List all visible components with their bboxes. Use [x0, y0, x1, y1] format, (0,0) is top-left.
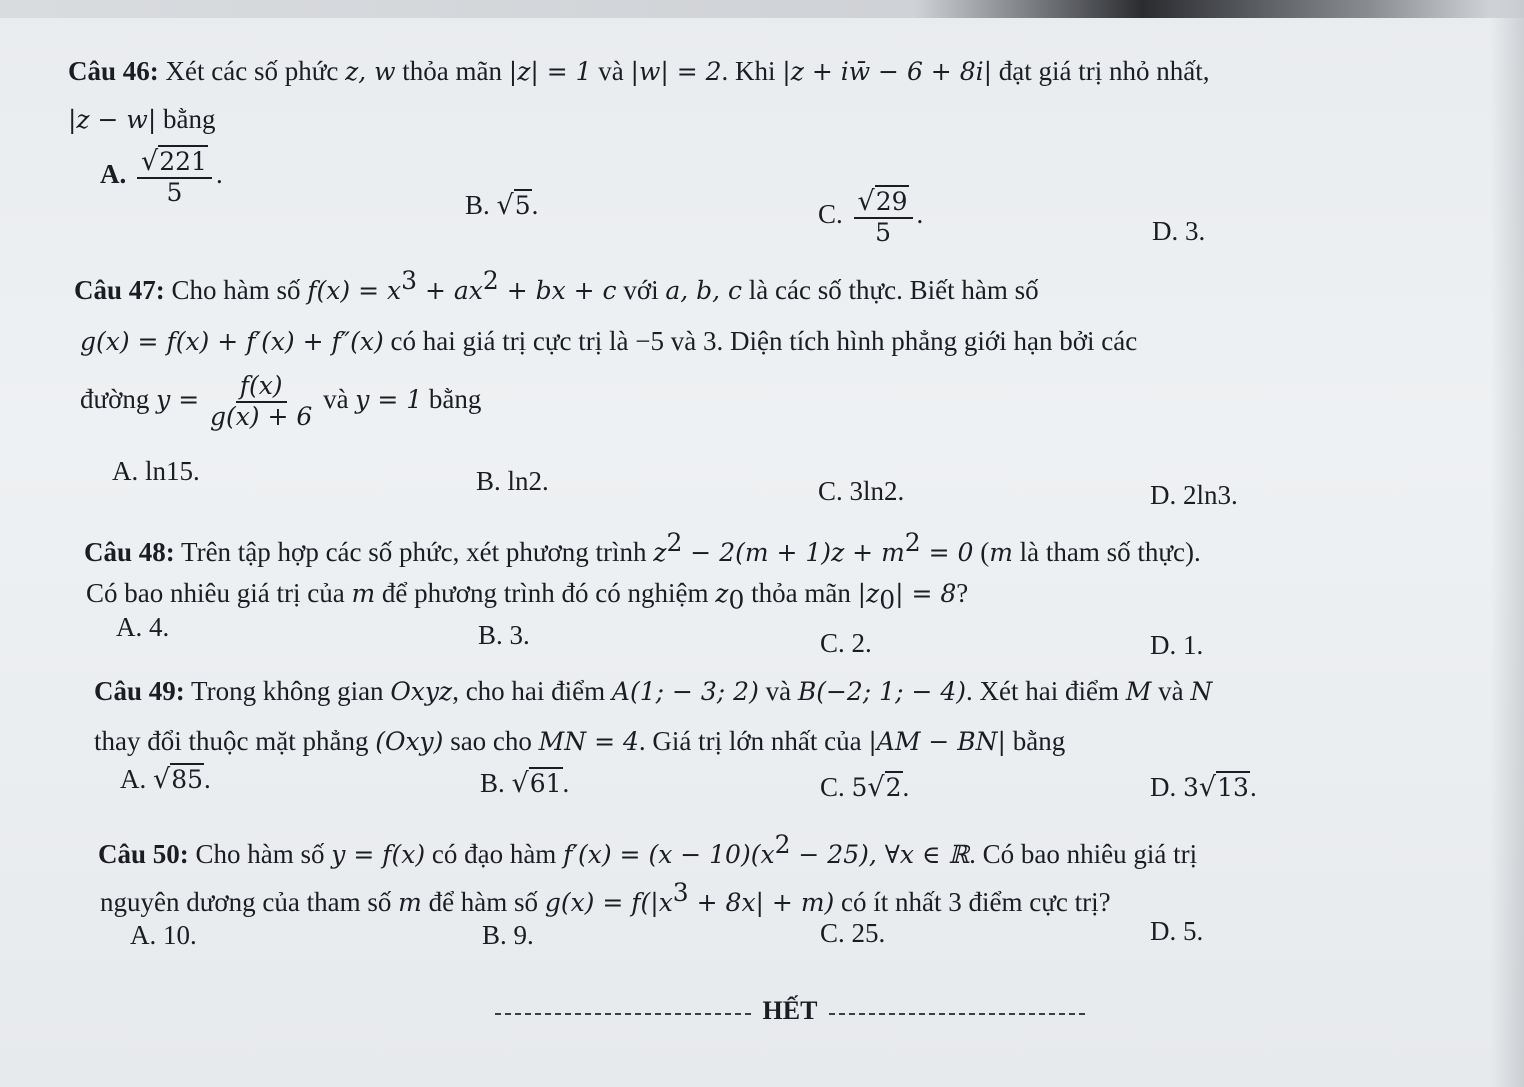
coefficient: 3 — [1183, 773, 1199, 802]
q46-text: Xét các số phức — [165, 56, 346, 86]
end-text: HẾT — [762, 996, 818, 1025]
q48-math: = 0 — [920, 538, 974, 567]
q47-text: có hai giá trị cực trị là −5 và 3. Diện tích hình phẳng giới hạn bởi các — [383, 326, 1138, 356]
q48-math: |z — [857, 579, 880, 608]
q48-text: ? — [956, 578, 969, 608]
q46-text: thỏa mãn — [395, 56, 509, 86]
q47-math: + ax — [417, 276, 483, 305]
q48-math: z — [653, 538, 667, 567]
q50-option-c[interactable]: C. 25. — [820, 918, 886, 948]
q49-text: sao cho — [443, 726, 539, 756]
q50-math: y = f(x) — [331, 840, 426, 869]
radicand: 5 — [514, 191, 531, 220]
numerator: f(x) — [236, 372, 287, 403]
q49-option-b[interactable]: B. √61. — [480, 768, 570, 799]
q48-label: Câu 48: — [84, 537, 175, 567]
q49-option-a[interactable]: A. √85. — [120, 764, 211, 795]
q50-option-d[interactable]: D. 5. — [1150, 916, 1204, 946]
radicand: 2 — [885, 773, 902, 802]
q50-text: có đạo hàm — [425, 839, 564, 869]
fraction: $\frac{√221}{5}$ — [137, 146, 212, 208]
fraction: $\frac{√29}{5}$ — [854, 186, 913, 248]
q47-text: bằng — [422, 383, 482, 414]
q49-option-c[interactable]: C. 5√2. — [820, 772, 910, 803]
q50-text: . Có bao nhiêu giá trị — [969, 839, 1198, 869]
q46-text: bằng — [156, 104, 216, 134]
photo-top-edge — [0, 0, 1524, 18]
denominator: 5 — [166, 178, 183, 208]
q49-math: (Oxy) — [375, 727, 444, 756]
q48-math: m — [351, 579, 376, 608]
q50-math: + 8x| + m) — [688, 888, 835, 917]
q48-text: là tham số thực). — [1012, 537, 1201, 567]
option-label: D. — [1150, 772, 1177, 802]
q50-text: có ít nhất 3 điểm cực trị? — [834, 887, 1111, 917]
q49-text: . Giá trị lớn nhất của — [638, 726, 869, 756]
q46-line2 — [68, 104, 216, 135]
q49-text: và — [758, 676, 798, 706]
q47-line2 — [80, 326, 1137, 357]
q46-math: |w| = 2 — [630, 57, 722, 86]
q46-math: |z| = 1 — [508, 57, 592, 86]
q48-option-a[interactable]: A. 4. — [116, 612, 170, 642]
q48-line2: Có bao nhiêu giá trị của m để phương trình đó có nghiệm $z_0$ thỏa mãn $|z_0| = 8$? — [86, 578, 969, 615]
q47-option-b[interactable]: B. ln2. — [476, 466, 549, 496]
q49-text: và — [1151, 676, 1191, 706]
dashed-rule-right — [829, 1013, 1085, 1015]
q50-option-b[interactable]: B. 9. — [482, 920, 534, 950]
q49-text: , cho hai điểm — [452, 676, 612, 706]
q47-text: là các số thực. Biết hàm số — [742, 275, 1039, 305]
q50-math: − 25), ∀x ∈ ℝ — [790, 840, 970, 869]
q50-math: m — [398, 888, 422, 917]
q47-option-c[interactable]: C. 3ln2. — [818, 476, 905, 506]
q49-math: A(1; − 3; 2) — [611, 677, 759, 706]
q46-line1 — [68, 56, 1209, 87]
q50-line1: Câu 50: Cho hàm số y = f(x) có đạo hàm $f'(x) = (x - 10)(x^2 - 25)$, ∀x ∈ ℝ. Có bao nhiêu giá trị — [98, 830, 1198, 869]
q49-label: Câu 49: — [94, 676, 185, 706]
q47-option-a[interactable]: A. ln15. — [112, 456, 200, 486]
q48-text: thỏa mãn — [744, 578, 858, 608]
q49-line2 — [94, 726, 1065, 757]
q50-label: Câu 50: — [98, 839, 189, 869]
q47-text: và — [316, 383, 356, 414]
q48-text: Trên tập hợp các số phức, xét phương trình — [181, 537, 654, 567]
q47-text: với — [616, 275, 666, 305]
q46-math: z, w — [345, 57, 396, 86]
q50-text: để hàm số — [421, 887, 545, 917]
q46-label: Câu 46: — [68, 56, 159, 86]
denominator: 5 — [875, 218, 891, 248]
option-label: B. — [480, 768, 505, 798]
q49-text: Trong không gian — [191, 676, 391, 706]
q50-math: g(x) = f(|x — [544, 888, 673, 917]
q49-text: thay đổi thuộc mặt phẳng — [94, 726, 376, 756]
q47-math: y = 1 — [355, 384, 423, 414]
q46-math: |z − w| — [68, 105, 157, 134]
q48-text: ( — [973, 537, 990, 567]
q47-line3 — [80, 372, 481, 432]
option-label: A. — [100, 159, 127, 190]
radicand: 29 — [875, 187, 908, 216]
q47-line1: Câu 47: Cho hàm số $f(x) = x^3 + ax^2$ + bx + c với a, b, c là các số thực. Biết hàm số — [74, 266, 1039, 305]
q47-math: a, b, c — [665, 276, 743, 305]
q48-option-b[interactable]: B. 3. — [478, 620, 530, 650]
q47-label: Câu 47: — [74, 275, 165, 305]
q48-option-c[interactable]: C. 2. — [820, 628, 872, 658]
q46-text: đạt giá trị nhỏ nhất, — [992, 56, 1210, 86]
option-label: C. — [818, 199, 843, 230]
option-label: A. — [120, 764, 147, 794]
q46-text: . Khi — [721, 56, 783, 86]
option-label: B. — [465, 190, 490, 220]
q49-line1 — [94, 676, 1212, 707]
fraction — [210, 372, 312, 432]
q50-option-a[interactable]: A. 10. — [130, 920, 197, 950]
q49-text: bằng — [1005, 726, 1066, 756]
end-marker — [495, 996, 1085, 1026]
q48-math: − 2(m + 1)z + m — [682, 538, 905, 567]
q46-text: và — [591, 56, 631, 86]
q47-math: f(x) = x — [307, 276, 402, 305]
q47-option-d[interactable]: D. 2ln3. — [1150, 480, 1238, 510]
denominator: g(x) + 6 — [209, 401, 313, 431]
radicand: 61 — [529, 769, 562, 798]
q47-text: đường — [80, 383, 157, 414]
q50-line2: nguyên dương của tham số m để hàm số $g(x) = f(|x^3 + 8x| + m)$ có ít nhất 3 điểm cực trị? — [100, 878, 1111, 917]
q46-option-d[interactable] — [1152, 216, 1205, 247]
q47-text: Cho hàm số — [171, 275, 308, 305]
radicand: 85 — [171, 765, 204, 794]
q48-option-d[interactable]: D. 1. — [1150, 630, 1204, 660]
q46-option-b[interactable]: B. √5. — [465, 190, 539, 221]
coefficient: 5 — [851, 773, 868, 802]
q49-math: M — [1125, 677, 1152, 706]
q46-math: |z + iw̄ − 6 + 8i| — [782, 57, 993, 86]
q49-math: |AM − BN| — [868, 727, 1006, 756]
q47-math: + bx + c — [498, 276, 617, 305]
option-label: D. — [1152, 216, 1179, 246]
q48-math: m — [989, 538, 1013, 567]
q49-text: . Xét hai điểm — [966, 676, 1126, 706]
q49-math: MN = 4 — [538, 727, 639, 756]
radicand: 13 — [1217, 773, 1249, 802]
q49-math: Oxyz — [390, 677, 453, 706]
dashed-rule-left — [495, 1013, 751, 1015]
q50-text: Cho hàm số — [195, 839, 332, 869]
q50-math: f′(x) = (x − 10)(x — [563, 840, 775, 869]
photo-right-shadow — [1490, 0, 1524, 1087]
radicand: 221 — [159, 147, 207, 176]
q48-text: để phương trình đó có nghiệm — [375, 578, 716, 608]
q46-option-c[interactable]: C. $\frac{√29}{5}$ . — [818, 186, 924, 248]
option-label: C. — [820, 772, 845, 802]
q46-option-a[interactable]: A. $\frac{√221}{5}$ . — [100, 146, 223, 208]
q47-math: g(x) = f(x) + f′(x) + f″(x) — [80, 327, 384, 356]
q49-math: N — [1190, 677, 1213, 706]
q48-math: z — [715, 579, 729, 608]
q48-math: | = 8 — [895, 579, 957, 608]
q49-option-d[interactable]: D. 3√13. — [1150, 772, 1257, 803]
q48-text: Có bao nhiêu giá trị của — [86, 578, 352, 608]
option-value: 3. — [1185, 216, 1206, 246]
q50-text: nguyên dương của tham số — [100, 887, 399, 917]
q49-math: B(−2; 1; − 4) — [797, 677, 967, 706]
q47-math: y = — [156, 384, 200, 414]
q48-line1: Câu 48: Trên tập hợp các số phức, xét phương trình $z^2 - 2(m + 1)z + m^2 = 0$ (m là tham số thực). — [84, 528, 1201, 567]
